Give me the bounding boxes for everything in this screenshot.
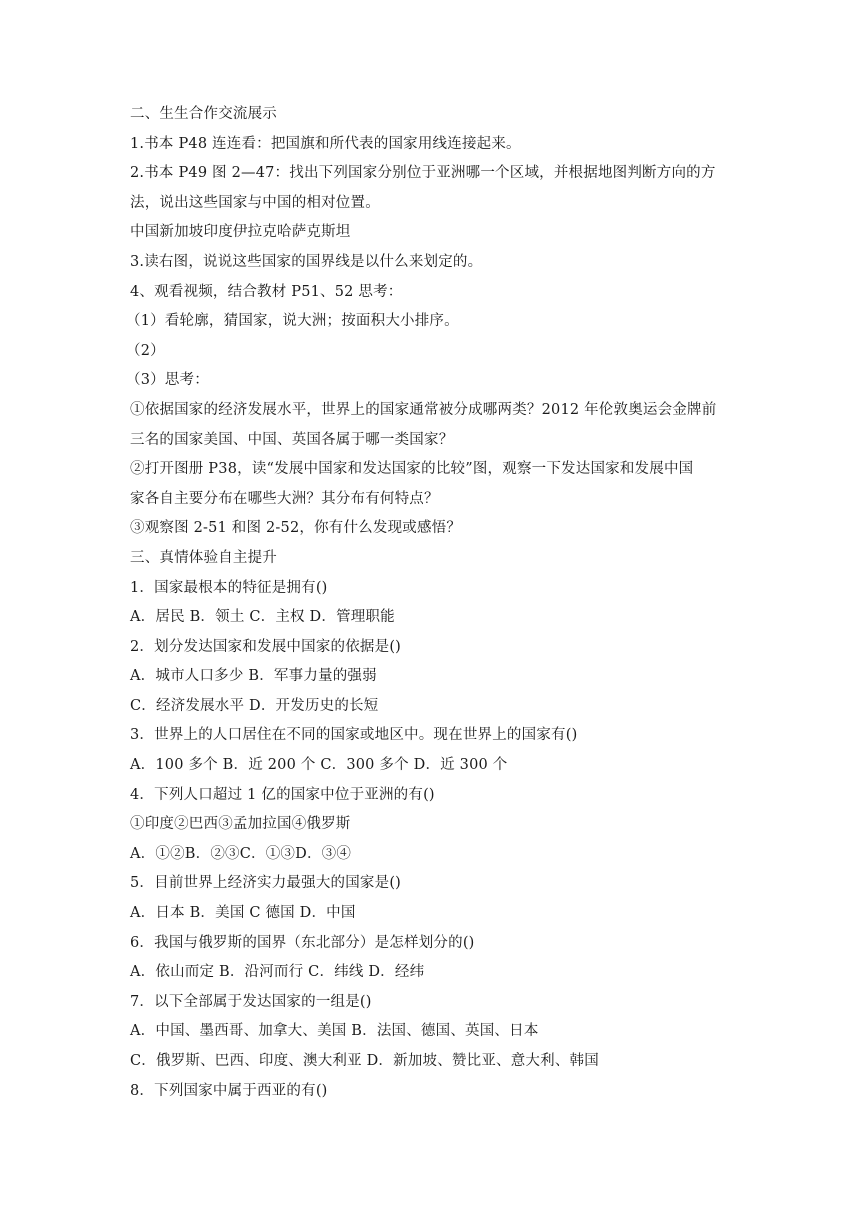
activity-1: 1.书本 P48 连连看：把国旗和所代表的国家用线连接起来。 [130,135,521,152]
question-6-options: A．依山而定 B．沿河而行 C．纬线 D．经纬 [130,964,425,981]
question-1-options: A．居民 B．领土 C．主权 D．管理职能 [130,609,395,626]
question-5: 5．目前世界上经济实力最强大的国家是() [130,875,402,892]
question-2-options-b: C．经济发展水平 D．开发历史的长短 [130,697,379,714]
section-heading-3: 三、真情体验自主提升 [130,549,277,566]
question-7-options-b: C．俄罗斯、巴西、印度、澳大利亚 D．新加坡、赞比亚、意大利、韩国 [130,1053,599,1069]
question-7-options-a: A．中国、墨西哥、加拿大、美国 B．法国、德国、英国、日本 [130,1023,539,1040]
think-1-line-1: ①依据国家的经济发展水平，世界上的国家通常被分成哪两类？2012 年伦敦奥运会金牌前 [130,401,717,418]
question-4-options: A．①②B．②③C．①③D．③④ [130,845,352,862]
section-heading-2: 二、生生合作交流展示 [130,106,277,122]
question-4-choices: ①印度②巴西③孟加拉国④俄罗斯 [130,816,351,833]
question-5-options: A．日本 B．美国 C 德国 D．中国 [130,905,356,922]
activity-4: 4、观看视频，结合教材 P51、52 思考： [130,283,403,300]
question-8: 8．下列国家中属于西亚的有() [130,1082,328,1099]
activity-2-line-2: 法，说出这些国家与中国的相对位置。 [130,194,380,211]
country-list: 中国新加坡印度伊拉克哈萨克斯坦 [130,224,351,241]
activity-4-item-3: （3）思考： [126,372,209,389]
question-1: 1．国家最根本的特征是拥有() [130,579,328,596]
think-2-line-2: 家各自主要分布在哪些大洲？其分布有何特点？ [130,490,439,507]
think-1-line-2: 三名的国家美国、中国、英国各属于哪一类国家？ [130,431,454,448]
question-4: 4．下列人口超过 1 亿的国家中位于亚洲的有() [130,786,435,803]
think-2-line-1: ②打开图册 P38，读“发展中国家和发达国家的比较”图，观察一下发达国家和发展中国 [130,461,694,478]
question-3: 3．世界上的人口居住在不同的国家或地区中。现在世界上的国家有() [130,727,578,744]
question-2-options-a: A．城市人口多少 B．军事力量的强弱 [130,668,377,685]
question-3-options: A．100 多个 B．近 200 个 C．300 多个 D．近 300 个 [130,757,508,774]
question-6: 6．我国与俄罗斯的国界（东北部分）是怎样划分的() [130,934,475,951]
activity-4-item-2: （2） [126,342,165,359]
question-2: 2．划分发达国家和发展中国家的依据是() [130,638,402,655]
activity-3: 3.读右图，说说这些国家的国界线是以什么来划定的。 [130,253,483,270]
activity-2-line-1: 2.书本 P49 图 2—47：找出下列国家分别位于亚洲哪一个区域，并根据地图判断方向的方 [130,165,716,182]
question-7: 7．以下全部属于发达国家的一组是() [130,993,372,1010]
activity-4-item-1: （1）看轮廓，猜国家，说大洲；按面积大小排序。 [126,313,459,330]
think-3: ③观察图 2-51 和图 2-52，你有什么发现或感悟？ [130,520,462,537]
document-page [126,100,730,1106]
